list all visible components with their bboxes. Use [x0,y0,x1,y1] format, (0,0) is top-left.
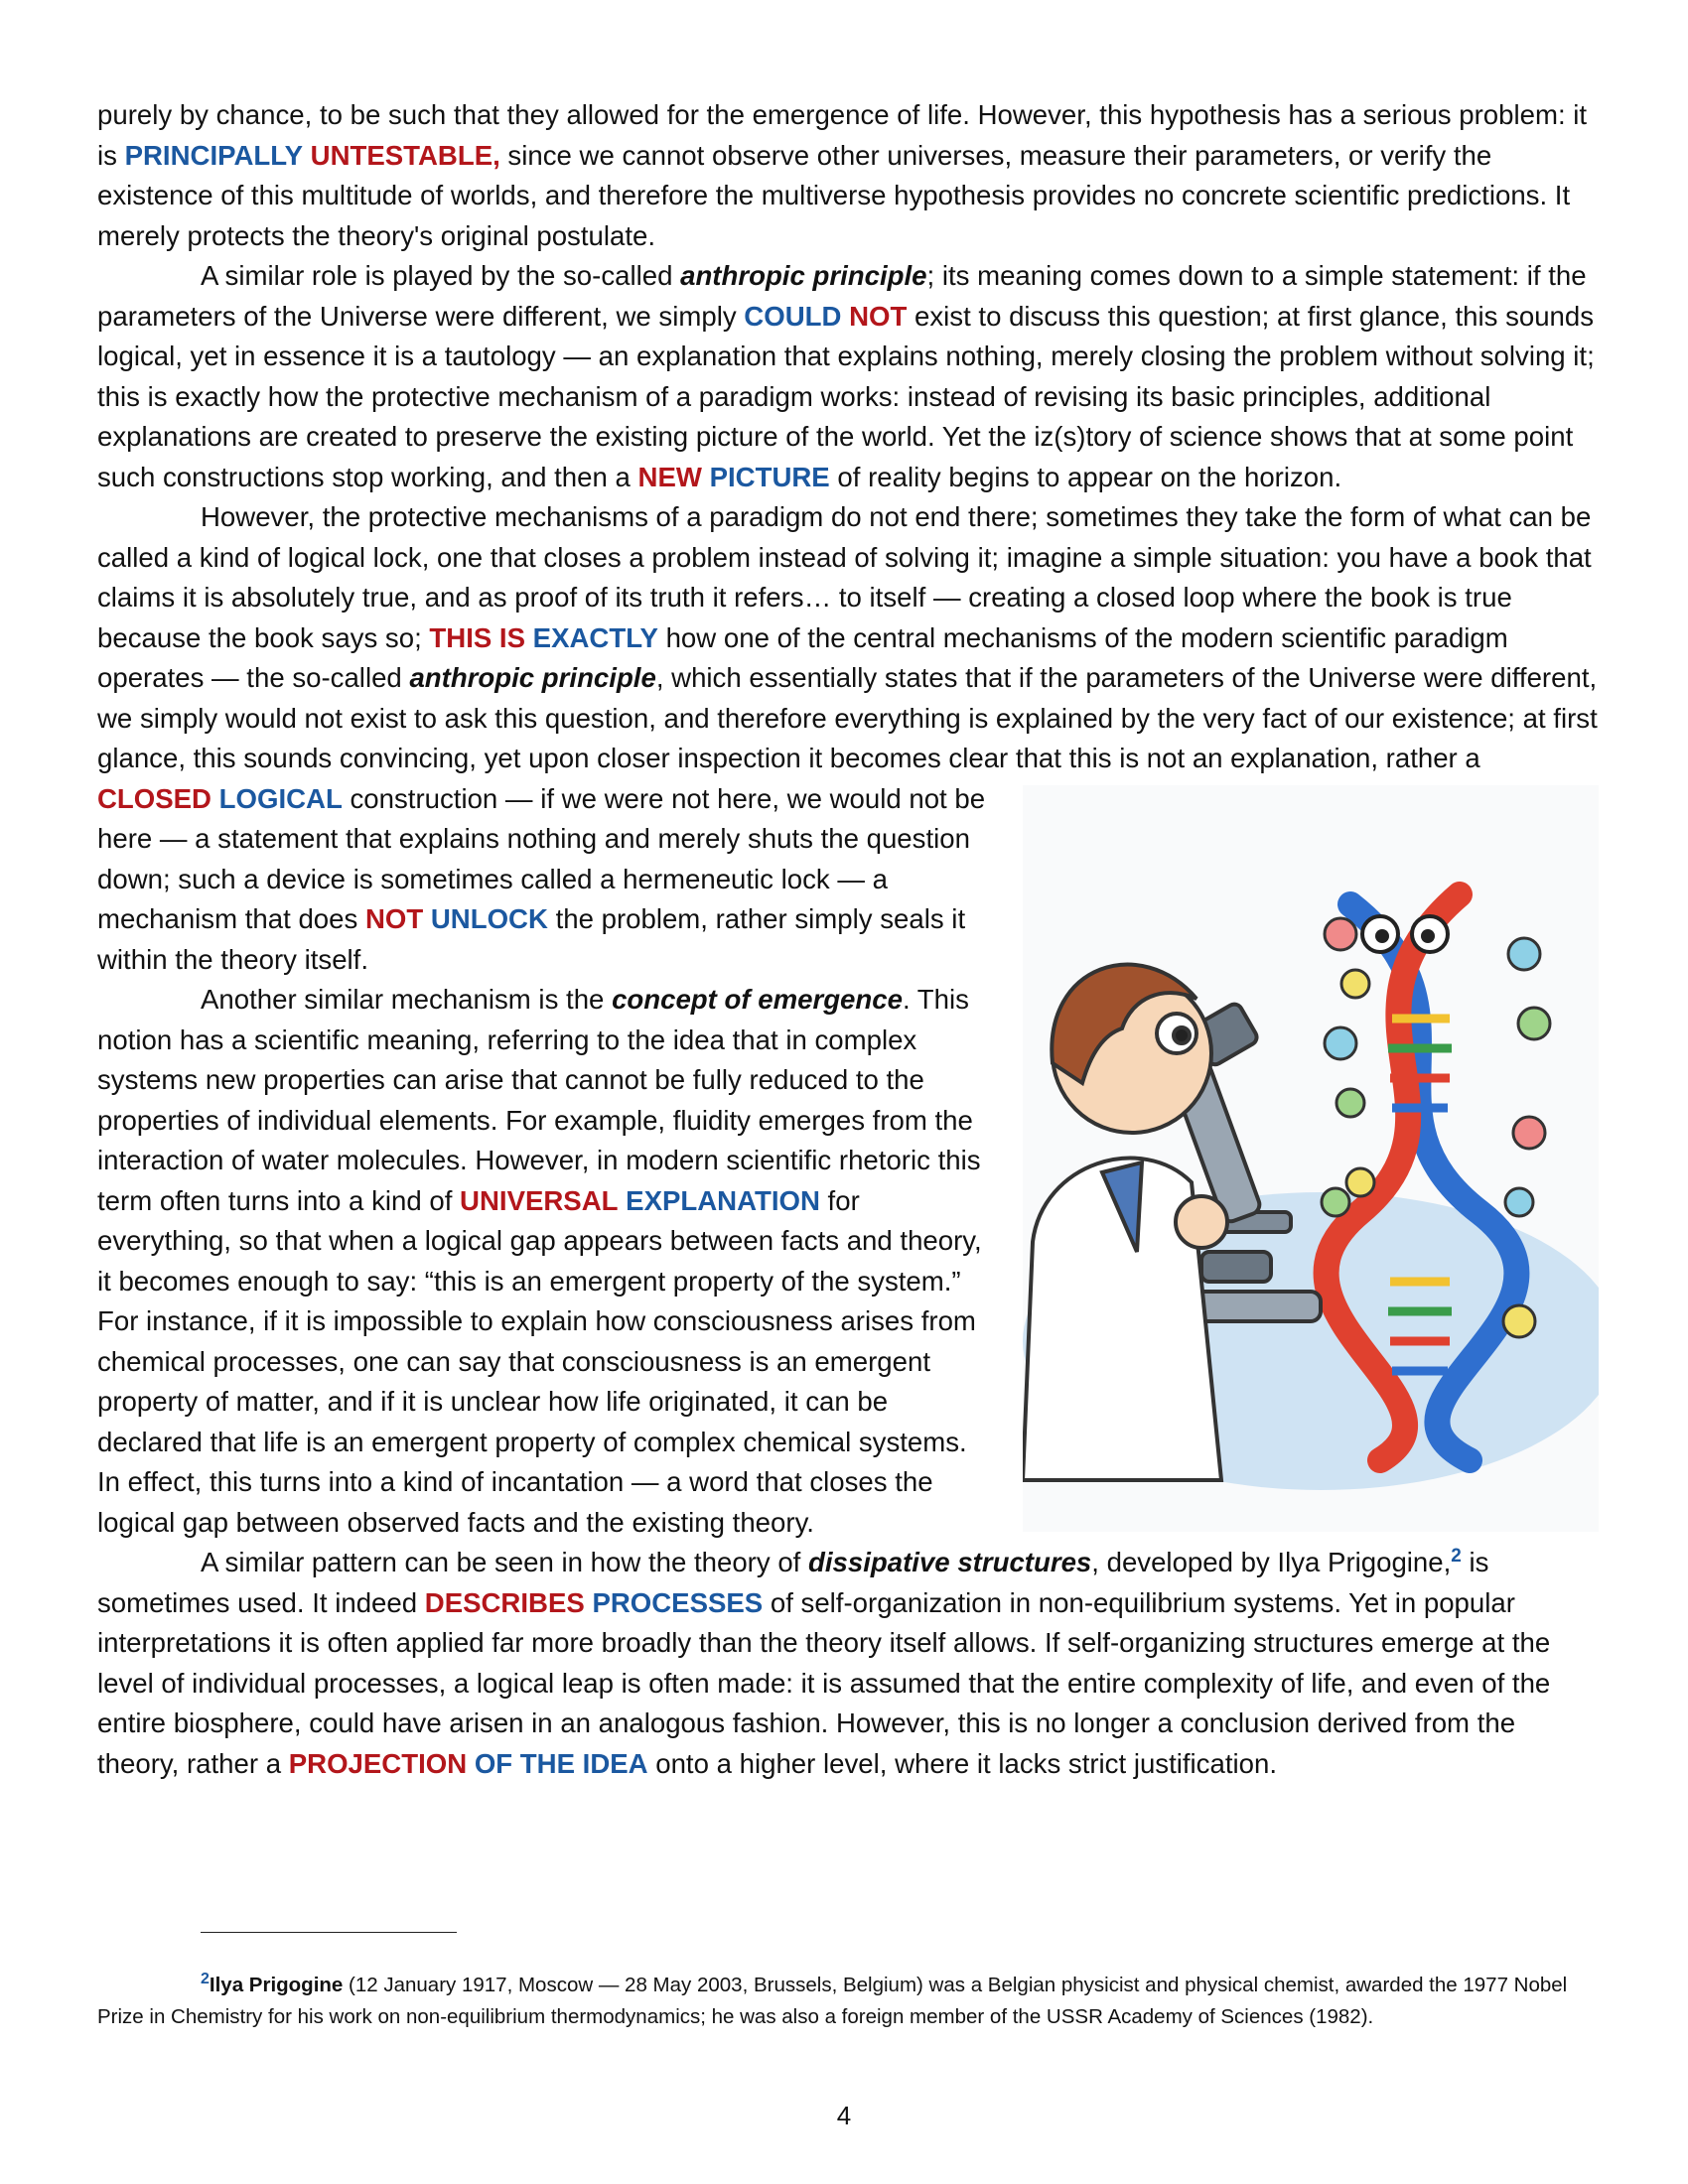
footnote-separator [201,1932,457,1933]
highlighted-term: DESCRIBES [424,1586,585,1618]
text-run [303,140,311,171]
text-run [702,462,710,492]
emphasized-term: dissipative structures [808,1547,1092,1577]
text-run [211,783,219,814]
text-run: exist to discuss this question; at first glance, this sounds logical, yet in essence it is a tautology — an explanation that explains nothing, merely closing the problem without solving it; this is exactly how the protective mechanism of a paradigm works: instead of revising its basic principles, additional explanations are created to preserve the existing picture of the world. Yet the iz(s)tory of science shows that at some point such constructions stop working, and then a [97,300,1595,492]
highlighted-term: NOT [364,903,424,934]
scientist-microscope-dna-illustration [1023,785,1599,1532]
text-run [841,301,849,332]
text-run: A similar pattern can be seen in how the theory of [201,1547,809,1577]
highlighted-term: UNTESTABLE, [310,139,500,171]
highlighted-term: PROCESSES [592,1586,764,1618]
text-run: since we cannot observe other universes, measure their parameters, or verify the existence of this multitude of worlds, and therefore the multiverse hypothesis provides no concrete scientific predictions. It merely protects the theory's original postulate. [97,139,1571,251]
highlighted-term: NOT [849,300,908,332]
footnote-ref: 2 [1451,1545,1462,1567]
text-run: how one of the central mechanisms of the modern scientific paradigm operates — the so-called [97,621,1508,693]
text-run: . This notion has a scientific meaning, referring to the idea that in complex systems new properties can arise that cannot be fully reduced to the properties of individual elements. For example, fluidity emerges from the interaction of water molecules. However, in modern scientific rhetoric this term often turns into a kind of [97,984,981,1216]
paragraph [97,256,1599,497]
text-run: , developed by Ilya Prigogine, [1091,1547,1452,1577]
text-run: However, the protective mechanisms of a paradigm do not end there; sometimes they take the form of what can be called a kind of logical lock, one that closes a problem instead of solving it; imagine a simple situation: you have a book that claims it is absolutely true, and as proof of its truth it refers… to itself — creating a closed loop where the book is true because the book says so; [97,501,1592,653]
highlighted-term: EXACTLY [532,621,658,653]
text-run: of reality begins to appear on the horizon. [829,461,1342,492]
text-run: Another similar mechanism is the [201,984,613,1015]
text-run: for everything, so that when a logical gap appears between facts and theory, it becomes enough to say: “this is an emergent property of the system.” For instance, if it is impossible to explain how consciousness arises from chemical processes, one can say that consciousness is an emergent property of matter, and if it is unclear how life originated, it can be declared that life is an emergent property of complex chemical systems. In effect, this turns into a kind of incantation — a word that closes the logical gap between observed facts and the existing theory. [97,1184,982,1538]
highlighted-term: UNLOCK [430,903,548,934]
page-number: 4 [836,2101,852,2130]
highlighted-term: UNIVERSAL [460,1184,619,1216]
body-text [97,95,1599,1784]
highlighted-term: OF THE IDEA [474,1747,648,1779]
paragraph [97,1543,1599,1784]
text-run: A similar role is played by the so-called [201,260,681,291]
highlighted-term: PROJECTION [288,1747,468,1779]
text-run [467,1748,475,1779]
text-run [525,622,533,653]
paragraph [97,95,1599,256]
text-run: onto a higher level, where it lacks strict justification. [647,1747,1277,1779]
text-run: purely by chance, to be such that they allowed for the emergence of life. However, this hypothesis has a serious problem: it is [97,99,1588,171]
text-run: is sometimes used. It indeed [97,1547,1489,1618]
text-run: of self-organization in non-equilibrium systems. Yet in popular interpretations it is often applied far more broadly than the theory itself allows. If self-organizing structures emerge at the level of individual processes, a logical leap is often made: it is assumed that the entire complexity of life, and even of the entire biosphere, could have arisen in an analogous fashion. However, this is no longer a conclusion derived from the theory, rather a [97,1586,1551,1779]
footnote-text: (12 January 1917, Moscow — 28 May 2003, Brussels, Belgium) was a Belgian physicist and physical chemist, awarded the 1977 Nobel Prize in Chemistry for his work on non-equilibrium thermodynamics; he was also a foreign member of the USSR Academy of Sciences (1982). [97,1974,1568,2028]
highlighted-term: EXPLANATION [626,1184,820,1216]
text-run: construction — if we were not here, we would not be here — a statement that explains nothing and merely shuts the question down; such a device is sometimes called a hermeneutic lock — a mechanism that does [97,782,986,934]
text-run: the problem, rather simply seals it within the theory itself. [97,903,966,975]
highlighted-term: NEW [637,461,702,492]
footnote-name: Ilya Prigogine [209,1974,344,1996]
emphasized-term: concept of emergence [612,984,903,1015]
highlighted-term: THIS IS [429,621,525,653]
highlighted-term: COULD [744,300,842,332]
text-run [423,903,431,934]
highlighted-term: LOGICAL [218,782,343,814]
highlighted-term: CLOSED [97,782,211,814]
scientist [1023,964,1227,1479]
emphasized-term: anthropic principle [409,662,656,693]
highlighted-term: PRINCIPALLY [124,139,303,171]
footnote [97,1970,1599,2033]
text-run: , which essentially states that if the parameters of the Universe were different, we simply would not exist to ask this question, and therefore everything is explained by the very fact of our existence; at first glance, this sounds convincing, yet upon closer inspection it becomes clear that this is not an explanation, rather a [97,662,1598,773]
emphasized-term: anthropic principle [680,260,927,291]
footnote-number: 2 [201,1971,210,1988]
paragraph [97,497,1599,980]
highlighted-term: PICTURE [709,461,830,492]
text-run: ; its meaning comes down to a simple statement: if the parameters of the Universe were different, we simply [97,260,1587,332]
